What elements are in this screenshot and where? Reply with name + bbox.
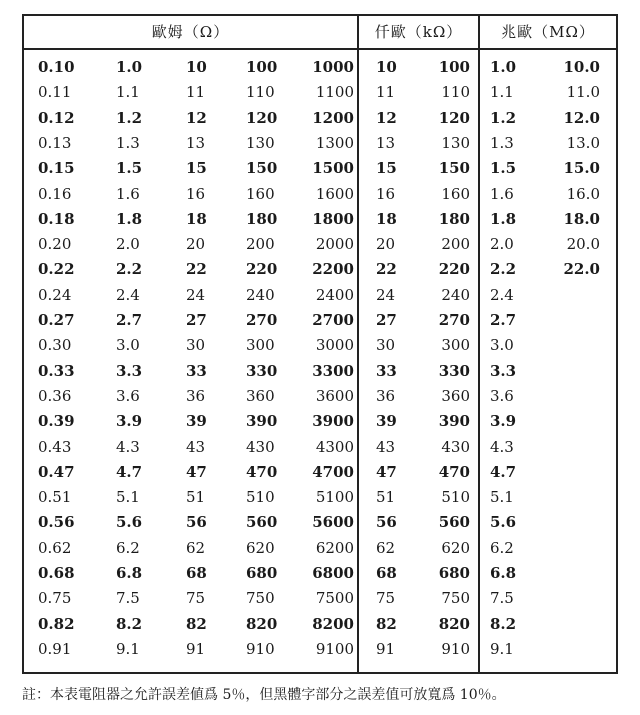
table-cell: 3.6 <box>490 386 514 405</box>
table-cell: 6.8 <box>490 564 517 582</box>
table-cell: 2.4 <box>490 285 514 304</box>
table-cell: 5600 <box>312 513 354 532</box>
table-cell: 3.3 <box>490 361 517 380</box>
table-cell: 1.6 <box>490 184 514 203</box>
table-cell: 1600 <box>315 184 354 203</box>
table-cell <box>546 308 600 333</box>
table-cell: 0.62 <box>38 538 72 557</box>
table-cell: 15 <box>186 159 207 178</box>
table-cell: 6.8 <box>116 564 143 582</box>
table-cell: 2.0 <box>116 235 140 254</box>
table-cell: 11.0 <box>566 83 600 102</box>
table-cell: 1.0 <box>116 58 143 76</box>
table-cell: 390 <box>438 412 470 431</box>
table-cell: 43 <box>376 437 396 456</box>
table-cell: 510 <box>246 488 275 507</box>
table-cell: 680 <box>246 564 278 582</box>
table-cell: 7.5 <box>116 589 140 608</box>
table-cell: 27 <box>186 311 207 329</box>
table-cell: 1000 <box>312 58 354 76</box>
table-cell: 1500 <box>312 159 354 178</box>
table-cell: 200 <box>441 235 470 254</box>
table-cell: 2.7 <box>116 311 143 329</box>
table-cell: 3.0 <box>116 336 140 355</box>
table-cell: 6800 <box>312 564 354 582</box>
table-cell <box>546 586 600 611</box>
table-cell: 43 <box>186 437 206 456</box>
table-cell: 39 <box>186 412 207 431</box>
table-cell: 2400 <box>315 285 354 304</box>
table-cell: 62 <box>376 538 396 557</box>
table-cell: 240 <box>246 285 275 304</box>
table-cell: 10 <box>376 58 397 76</box>
table-cell: 3.9 <box>490 412 517 431</box>
table-cell: 4.3 <box>116 437 140 456</box>
table-cell: 6200 <box>315 538 354 557</box>
column-divider <box>478 16 480 672</box>
table-cell: 0.24 <box>38 285 72 304</box>
table-cell: 0.39 <box>38 412 75 431</box>
table-cell: 30 <box>186 336 206 355</box>
table-cell: 0.36 <box>38 386 72 405</box>
table-cell: 0.43 <box>38 437 72 456</box>
table-cell: 10.0 <box>563 58 600 76</box>
table-cell: 5.6 <box>116 513 143 532</box>
table-cell: 18 <box>376 209 397 228</box>
table-cell: 4700 <box>312 462 354 481</box>
table-cell: 11 <box>186 83 206 102</box>
table-cell: 16.0 <box>566 184 600 203</box>
table-cell: 9100 <box>315 639 354 658</box>
table-cell: 9.1 <box>490 639 514 658</box>
table-cell: 130 <box>441 133 470 152</box>
table-cell <box>546 485 600 510</box>
table-cell: 620 <box>246 538 275 557</box>
table-cell: 16 <box>186 184 206 203</box>
table-cell: 560 <box>246 513 278 532</box>
table-cell: 56 <box>186 513 207 532</box>
table-cell: 1.0 <box>490 58 517 76</box>
table-cell: 15.0 <box>563 159 600 178</box>
table-cell: 2.7 <box>490 311 517 329</box>
table-cell: 1300 <box>315 133 354 152</box>
table-cell: 4.3 <box>490 437 514 456</box>
table-cell: 1.3 <box>490 133 514 152</box>
table-cell: 3.0 <box>490 336 514 355</box>
table-cell: 36 <box>376 386 396 405</box>
table-cell: 1.2 <box>116 108 143 127</box>
table-cell: 2.2 <box>116 260 143 279</box>
table-cell: 120 <box>246 108 278 127</box>
table-cell: 12 <box>186 108 207 127</box>
table-cell: 1.5 <box>116 159 143 178</box>
table-cell: 4.7 <box>116 462 143 481</box>
table-cell <box>546 561 600 586</box>
table-cell <box>546 283 600 308</box>
header-kohm: 仟歐（kΩ） <box>374 23 463 41</box>
table-cell: 13 <box>186 133 206 152</box>
table-cell: 130 <box>246 133 275 152</box>
table-cell <box>546 359 600 384</box>
table-cell: 13.0 <box>566 133 600 152</box>
table-cell: 1.8 <box>116 209 143 228</box>
table-cell: 330 <box>246 361 278 380</box>
table-cell: 62 <box>186 538 206 557</box>
table-cell: 910 <box>441 639 470 658</box>
table-cell: 24 <box>376 285 396 304</box>
table-cell: 300 <box>246 336 275 355</box>
table-cell: 91 <box>376 639 396 658</box>
table-cell: 3.3 <box>116 361 143 380</box>
table-cell: 1.1 <box>116 83 140 102</box>
table-cell: 12.0 <box>563 108 600 127</box>
table-cell: 0.20 <box>38 235 72 254</box>
header-ohm: 歐姆（Ω） <box>151 23 230 41</box>
table-cell: 8.2 <box>490 614 517 633</box>
table-cell: 22 <box>186 260 207 279</box>
table-cell: 2.4 <box>116 285 140 304</box>
table-cell: 1.8 <box>490 209 517 228</box>
table-cell: 1.1 <box>490 83 514 102</box>
table-cell: 51 <box>376 488 396 507</box>
table-cell: 0.12 <box>38 108 75 127</box>
table-cell: 510 <box>441 488 470 507</box>
table-cell: 0.10 <box>38 58 75 76</box>
table-cell: 7500 <box>315 589 354 608</box>
resistor-value-table <box>22 14 618 674</box>
table-cell: 270 <box>246 311 278 329</box>
table-cell <box>546 435 600 460</box>
footnote: 註：本表電阻器之允許誤差値爲 5％，但黑體字部分之誤差值可放寬爲 10％。 <box>22 687 506 703</box>
table-cell: 9.1 <box>116 639 140 658</box>
table-cell: 330 <box>438 361 470 380</box>
table-cell <box>546 384 600 409</box>
table-cell: 5.1 <box>490 488 514 507</box>
table-cell: 13 <box>376 133 396 152</box>
table-cell: 36 <box>186 386 206 405</box>
table-cell: 0.75 <box>38 589 72 608</box>
table-cell: 1.2 <box>490 108 517 127</box>
table-cell: 22 <box>376 260 397 279</box>
table-cell: 560 <box>438 513 470 532</box>
table-cell: 750 <box>441 589 470 608</box>
table-cell: 390 <box>246 412 278 431</box>
table-cell: 1100 <box>315 83 354 102</box>
table-cell: 220 <box>246 260 278 279</box>
table-cell: 300 <box>441 336 470 355</box>
table-cell: 20.0 <box>566 235 600 254</box>
table-cell: 4300 <box>315 437 354 456</box>
table-cell: 1800 <box>312 209 354 228</box>
table-cell: 360 <box>441 386 470 405</box>
table-cell: 470 <box>246 462 278 481</box>
table-cell: 1.5 <box>490 159 517 178</box>
table-cell: 0.16 <box>38 184 72 203</box>
table-cell: 0.68 <box>38 564 75 582</box>
table-cell: 68 <box>186 564 207 582</box>
table-cell: 5.1 <box>116 488 140 507</box>
table-cell: 120 <box>438 108 470 127</box>
table-cell: 0.22 <box>38 260 75 279</box>
table-cell: 2.2 <box>490 260 517 279</box>
table-cell: 160 <box>441 184 470 203</box>
table-cell: 2.0 <box>490 235 514 254</box>
table-cell: 75 <box>186 589 206 608</box>
table-cell: 7.5 <box>490 589 514 608</box>
table-cell: 220 <box>438 260 470 279</box>
table-cell <box>546 637 600 662</box>
table-cell: 270 <box>438 311 470 329</box>
table-cell: 680 <box>438 564 470 582</box>
column-divider <box>357 16 359 672</box>
table-cell: 0.13 <box>38 133 72 152</box>
table-cell: 820 <box>246 614 278 633</box>
table-cell: 4.7 <box>490 462 517 481</box>
table-cell: 30 <box>376 336 396 355</box>
table-cell: 0.27 <box>38 311 75 329</box>
table-cell <box>546 612 600 637</box>
table-cell: 100 <box>246 58 278 76</box>
table-cell: 18.0 <box>563 209 600 228</box>
table-cell: 240 <box>441 285 470 304</box>
table-cell: 51 <box>186 488 206 507</box>
table-cell: 16 <box>376 184 396 203</box>
table-cell <box>546 409 600 434</box>
header-mohm: 兆歐（MΩ） <box>501 23 595 41</box>
table-cell: 6.2 <box>490 538 514 557</box>
table-cell: 82 <box>186 614 207 633</box>
table-cell: 470 <box>438 462 470 481</box>
table-cell: 12 <box>376 108 397 127</box>
table-cell: 10 <box>186 58 207 76</box>
table-cell: 91 <box>186 639 206 658</box>
table-cell: 0.51 <box>38 488 72 507</box>
table-cell: 5100 <box>315 488 354 507</box>
table-cell: 360 <box>246 386 275 405</box>
table-cell: 0.47 <box>38 462 75 481</box>
table-cell: 620 <box>441 538 470 557</box>
table-cell: 820 <box>438 614 470 633</box>
table-cell: 8.2 <box>116 614 143 633</box>
table-cell: 47 <box>376 462 397 481</box>
table-cell: 180 <box>246 209 278 228</box>
table-cell: 18 <box>186 209 207 228</box>
table-cell: 0.30 <box>38 336 72 355</box>
table-cell: 47 <box>186 462 207 481</box>
table-cell: 20 <box>376 235 396 254</box>
table-cell: 0.15 <box>38 159 75 178</box>
table-cell: 100 <box>438 58 470 76</box>
table-cell: 3300 <box>312 361 354 380</box>
table-cell <box>546 510 600 535</box>
table-cell <box>546 333 600 358</box>
table-cell: 3000 <box>315 336 354 355</box>
table-cell: 20 <box>186 235 206 254</box>
table-cell: 910 <box>246 639 275 658</box>
table-cell: 430 <box>246 437 275 456</box>
table-cell: 22.0 <box>563 260 600 279</box>
table-cell: 33 <box>376 361 397 380</box>
table-cell: 110 <box>441 83 470 102</box>
table-cell: 150 <box>246 159 278 178</box>
table-cell <box>546 536 600 561</box>
table-cell: 2700 <box>312 311 354 329</box>
table-cell: 11 <box>376 83 396 102</box>
table-cell: 82 <box>376 614 397 633</box>
table-cell: 0.91 <box>38 639 72 658</box>
table-cell: 56 <box>376 513 397 532</box>
table-cell: 750 <box>246 589 275 608</box>
table-cell: 1.3 <box>116 133 140 152</box>
header-divider <box>24 48 616 50</box>
table-cell: 5.6 <box>490 513 517 532</box>
table-cell: 2200 <box>312 260 354 279</box>
table-cell: 3600 <box>315 386 354 405</box>
table-cell: 3.9 <box>116 412 143 431</box>
table-cell: 0.82 <box>38 614 75 633</box>
table-cell: 8200 <box>312 614 354 633</box>
table-cell: 0.56 <box>38 513 75 532</box>
table-cell: 3900 <box>312 412 354 431</box>
table-cell: 15 <box>376 159 397 178</box>
table-cell: 150 <box>438 159 470 178</box>
table-cell: 75 <box>376 589 396 608</box>
table-cell: 68 <box>376 564 397 582</box>
table-cell: 1.6 <box>116 184 140 203</box>
table-cell: 24 <box>186 285 206 304</box>
table-cell: 160 <box>246 184 275 203</box>
table-cell: 27 <box>376 311 397 329</box>
table-cell <box>546 460 600 485</box>
table-cell: 0.33 <box>38 361 75 380</box>
table-cell: 3.6 <box>116 386 140 405</box>
table-cell: 39 <box>376 412 397 431</box>
table-cell: 0.18 <box>38 209 75 228</box>
table-cell: 33 <box>186 361 207 380</box>
table-cell: 2000 <box>315 235 354 254</box>
table-cell: 110 <box>246 83 275 102</box>
table-cell: 200 <box>246 235 275 254</box>
table-cell: 430 <box>441 437 470 456</box>
table-cell: 180 <box>438 209 470 228</box>
table-cell: 0.11 <box>38 83 72 102</box>
table-cell: 6.2 <box>116 538 140 557</box>
table-cell: 1200 <box>312 108 354 127</box>
